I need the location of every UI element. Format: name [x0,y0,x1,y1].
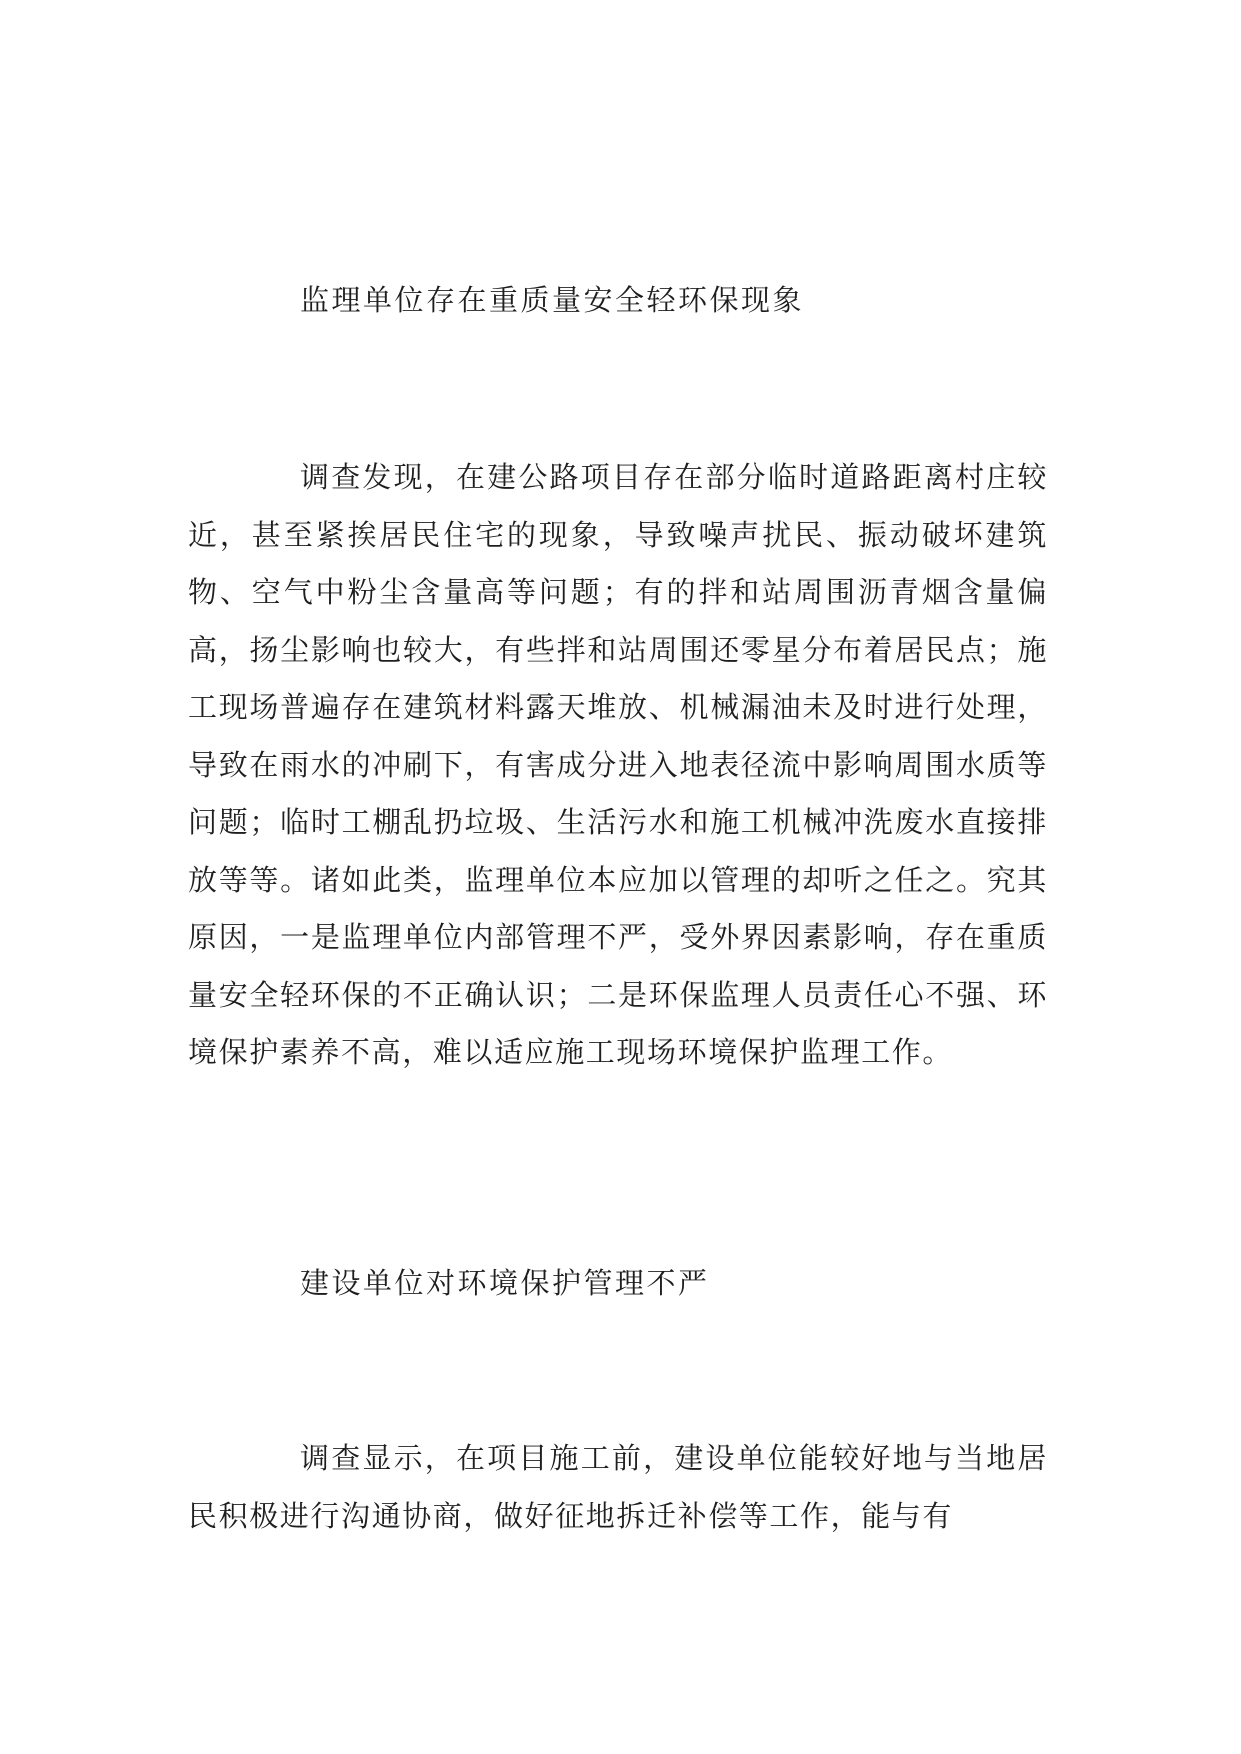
section-heading: 建设单位对环境保护管理不严 [300,1266,710,1300]
section-paragraph: 调查显示，在项目施工前，建设单位能较好地与当地居民积极进行沟通协商，做好征地拆迁补偿等工作，能与有 [188,1441,1048,1533]
section-paragraph: 调查发现，在建公路项目存在部分临时道路距离村庄较近，甚至紧挨居民住宅的现象，导致噪声扰民、振动破坏建筑物、空气中粉尘含量高等问题；有的拌和站周围沥青烟含量偏高，扬尘影响也较大，有些拌和站周围还零星分布着居民点；施工现场普遍存在建筑材料露天堆放、机械漏油未及时进行处理，导致在雨水的冲刷下，有害成分进入地表径流中影响周围水质等问题；临时工棚乱扔垃圾、生活污水和施工机械冲洗废水直接排放等等。诸如此类，监理单位本应加以管理的却听之任之。究其原因，一是监理单位内部管理不严，受外界因素影响，存在重质量安全轻环保的不正确认识；二是环保监理人员责任心不强、环境保护素养不高，难以适应施工现场环境保护监理工作。 [188,460,1048,1069]
section-heading: 监理单位存在重质量安全轻环保现象 [300,283,805,317]
